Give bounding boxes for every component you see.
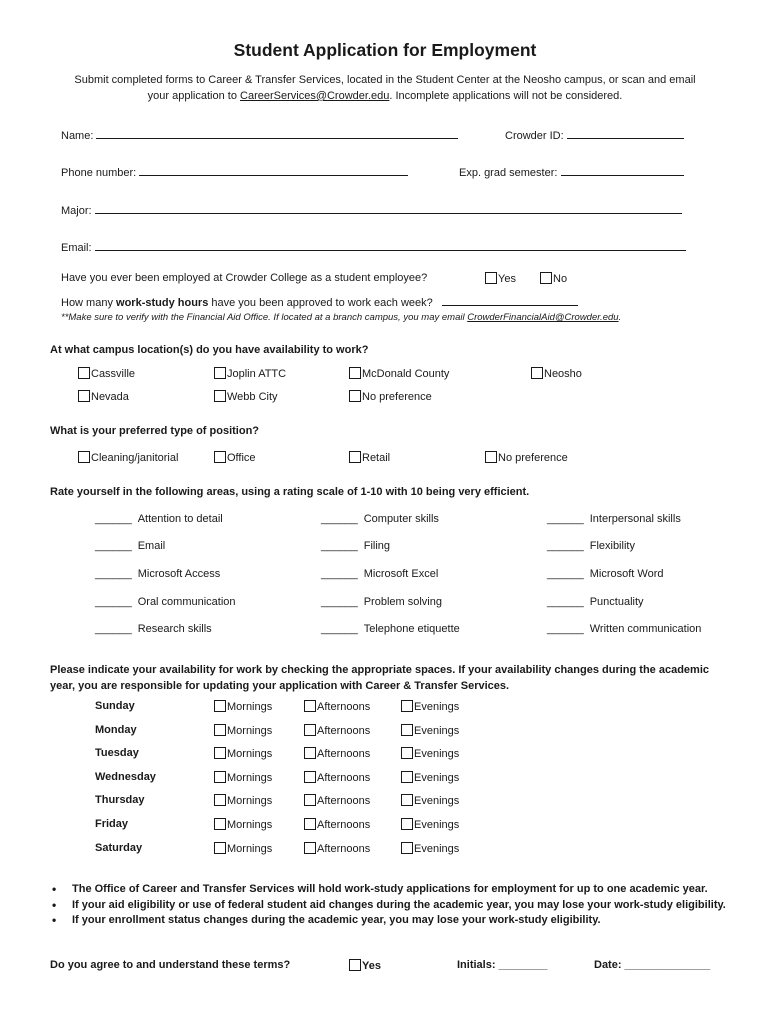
rating-blank[interactable]: ______ (321, 623, 358, 635)
rating-item-label: Oral communication (137, 596, 236, 608)
campus-option[interactable] (78, 390, 129, 403)
availability-slot-label: Evenings (414, 772, 460, 784)
intro-line2-post: . Incomplete applications will not be considered. (389, 90, 623, 102)
checkbox[interactable] (214, 842, 226, 854)
workstudy-pre: How many (61, 297, 117, 309)
rating-item-label: Microsoft Word (589, 568, 664, 580)
campus-option-label: Joplin ATTC (227, 368, 287, 380)
availability-option[interactable] (304, 747, 370, 760)
availability-slot-label: Mornings (227, 748, 273, 760)
rating-item-label: Filing (363, 540, 391, 552)
rating-item-label: Punctuality (589, 596, 644, 608)
financial-aid-note (61, 312, 621, 323)
rating-item-label: Microsoft Excel (363, 568, 439, 580)
checkbox[interactable] (214, 771, 226, 783)
rating-item[interactable] (321, 596, 442, 608)
campus-option[interactable] (349, 390, 432, 403)
checkbox[interactable] (304, 724, 316, 736)
rating-item-label: Telephone etiquette (363, 623, 460, 635)
availability-slot-label: Mornings (227, 725, 273, 737)
initials-field[interactable]: Initials: ________ (457, 959, 548, 971)
day-label: Wednesday (95, 771, 156, 783)
availability-instructions (50, 662, 709, 694)
checkbox[interactable] (214, 724, 226, 736)
workstudy-question (61, 296, 578, 309)
availability-slot-label: Evenings (414, 725, 460, 737)
position-option[interactable] (485, 451, 568, 464)
terms-item: • If your aid eligibility or use of federal student aid changes during the academic year, you may lose your work-study eligibility. (52, 898, 726, 914)
availability-option[interactable] (214, 818, 272, 831)
availability-slot-label: Afternoons (317, 772, 371, 784)
rating-blank[interactable]: ______ (547, 513, 584, 525)
position-option-label: Office (227, 452, 256, 464)
position-option-label: Cleaning/janitorial (91, 452, 179, 464)
campus-option-label: Neosho (544, 368, 582, 380)
day-label: Tuesday (95, 747, 139, 759)
email-field[interactable] (61, 241, 686, 254)
campus-question: At what campus location(s) do you have availability to work? (50, 344, 369, 356)
agree-question: Do you agree to and understand these terms? (50, 959, 291, 971)
checkbox[interactable] (214, 390, 226, 402)
rating-blank[interactable]: ______ (547, 540, 584, 552)
employed-no-checkbox[interactable] (540, 272, 552, 284)
rating-item[interactable] (95, 596, 236, 608)
rating-blank[interactable]: ______ (95, 513, 132, 525)
availability-option[interactable] (304, 771, 370, 784)
major-label: Major: (61, 205, 92, 217)
availability-option[interactable] (401, 771, 459, 784)
campus-option[interactable] (78, 367, 135, 380)
rating-item[interactable] (95, 540, 165, 552)
rating-item-label: Written communication (589, 623, 702, 635)
availability-slot-label: Afternoons (317, 843, 371, 855)
checkbox[interactable] (304, 794, 316, 806)
campus-option[interactable] (214, 390, 278, 403)
availability-slot-label: Mornings (227, 701, 273, 713)
position-question: What is your preferred type of position? (50, 425, 260, 437)
grad-semester-label: Exp. grad semester: (459, 167, 558, 179)
campus-option-label: Webb City (227, 391, 278, 403)
availability-option[interactable] (304, 842, 370, 855)
position-option[interactable] (349, 451, 390, 464)
rating-blank[interactable]: ______ (547, 596, 584, 608)
rating-item[interactable] (547, 568, 663, 580)
campus-option[interactable] (349, 367, 449, 380)
workstudy-hours-input-line[interactable] (442, 296, 578, 306)
rating-blank[interactable]: ______ (95, 623, 132, 635)
checkbox[interactable] (214, 451, 226, 463)
checkbox[interactable] (531, 367, 543, 379)
rating-item-label: Computer skills (363, 513, 439, 525)
rating-item-label: Attention to detail (137, 513, 223, 525)
position-option[interactable] (214, 451, 256, 464)
rating-blank[interactable]: ______ (95, 596, 132, 608)
date-field[interactable]: Date: ______________ (594, 959, 711, 971)
position-option[interactable] (78, 451, 178, 464)
note-pre: **Make sure to verify with the Financial Aid Office. If located at a branch campus, you may email (61, 312, 468, 323)
crowder-id-field[interactable] (505, 129, 684, 142)
checkbox[interactable] (401, 724, 413, 736)
checkbox[interactable] (304, 747, 316, 759)
rating-item[interactable] (95, 568, 220, 580)
checkbox[interactable] (401, 842, 413, 854)
availability-option[interactable] (214, 747, 272, 760)
checkbox[interactable] (78, 367, 90, 379)
rating-item[interactable] (321, 540, 390, 552)
availability-slot-label: Evenings (414, 701, 460, 713)
employed-yes-checkbox[interactable] (485, 272, 497, 284)
availability-option[interactable] (304, 700, 370, 713)
checkbox[interactable] (349, 451, 361, 463)
checkbox[interactable] (214, 818, 226, 830)
availability-slot-label: Afternoons (317, 795, 371, 807)
rating-item-label: Flexibility (589, 540, 635, 552)
checkbox[interactable] (78, 451, 90, 463)
checkbox[interactable] (401, 700, 413, 712)
workstudy-post: have you been approved to work each week? (208, 297, 433, 309)
availability-option[interactable] (214, 724, 272, 737)
availability-option[interactable] (214, 794, 272, 807)
availability-slot-label: Evenings (414, 795, 460, 807)
day-label: Saturday (95, 842, 143, 854)
availability-slot-label: Afternoons (317, 819, 371, 831)
availability-line1: Please indicate your availability for work by checking the appropriate spaces. If your availability changes during the academic (50, 664, 710, 676)
day-label: Friday (95, 818, 129, 830)
availability-slot-label: Afternoons (317, 725, 371, 737)
employed-yes-label: Yes (498, 273, 516, 285)
rating-blank[interactable]: ______ (321, 568, 358, 580)
availability-slot-label: Evenings (414, 819, 460, 831)
intro-line2-pre: your application to (147, 90, 241, 102)
rating-blank[interactable]: ______ (95, 540, 132, 552)
rating-item-label: Interpersonal skills (589, 513, 681, 525)
note-post: . (618, 312, 622, 323)
availability-option[interactable] (401, 794, 459, 807)
rating-item[interactable] (547, 596, 644, 608)
checkbox[interactable] (485, 451, 497, 463)
checkbox[interactable] (401, 794, 413, 806)
campus-option[interactable] (531, 367, 582, 380)
rating-question: Rate yourself in the following areas, using a rating scale of 1-10 with 10 being very efficient. (50, 486, 530, 498)
phone-label: Phone number: (61, 167, 137, 179)
rating-item[interactable] (321, 568, 438, 580)
availability-option[interactable] (401, 724, 459, 737)
availability-option[interactable] (214, 700, 272, 713)
financial-aid-email-link[interactable]: CrowderFinancialAid@Crowder.edu (467, 312, 619, 323)
name-input-line[interactable] (96, 129, 458, 139)
campus-option-label: Cassville (91, 368, 136, 380)
position-option-label: No preference (498, 452, 568, 464)
campus-option-label: Nevada (91, 391, 129, 403)
availability-option[interactable] (401, 818, 459, 831)
rating-blank[interactable]: ______ (547, 623, 584, 635)
availability-slot-label: Mornings (227, 795, 273, 807)
checkbox[interactable] (304, 771, 316, 783)
intro-text (40, 72, 730, 104)
rating-item[interactable] (95, 513, 223, 525)
availability-slot-label: Evenings (414, 748, 460, 760)
checkbox[interactable] (304, 842, 316, 854)
checkbox[interactable] (78, 390, 90, 402)
rating-blank[interactable]: ______ (321, 596, 358, 608)
rating-blank[interactable]: ______ (547, 568, 584, 580)
workstudy-bold: work-study hours (116, 297, 209, 309)
grad-semester-input-line[interactable] (561, 166, 684, 176)
availability-option[interactable] (401, 842, 459, 855)
major-input-line[interactable] (95, 204, 682, 214)
campus-option-label: No preference (362, 391, 432, 403)
grad-semester-field[interactable] (459, 166, 684, 179)
day-label: Thursday (95, 794, 145, 806)
checkbox[interactable] (349, 390, 361, 402)
phone-field[interactable] (61, 166, 408, 179)
terms-list (52, 882, 726, 929)
checkbox[interactable] (214, 747, 226, 759)
rating-item-label: Problem solving (363, 596, 442, 608)
terms-item: • If your enrollment status changes during the academic year, you may lose your work-study eligibility. (52, 913, 726, 929)
campus-option[interactable] (214, 367, 286, 380)
employed-no-option[interactable] (540, 272, 567, 285)
major-field[interactable] (61, 204, 682, 217)
rating-item-label: Email (137, 540, 166, 552)
availability-slot-label: Afternoons (317, 701, 371, 713)
phone-input-line[interactable] (139, 166, 408, 176)
checkbox[interactable] (214, 367, 226, 379)
page-title: Student Application for Employment (233, 40, 537, 60)
email-label: Email: (61, 242, 92, 254)
intro-line1: Submit completed forms to Career & Transfer Services, located in the Student Center at the Neosho campus, or scan and email (74, 74, 696, 86)
availability-line2: year, you are responsible for updating your application with Career & Transfer Services. (50, 680, 510, 692)
name-field[interactable] (61, 129, 458, 142)
checkbox[interactable] (401, 771, 413, 783)
availability-slot-label: Mornings (227, 772, 273, 784)
rating-item[interactable] (547, 540, 635, 552)
checkbox[interactable] (214, 700, 226, 712)
availability-option[interactable] (304, 794, 370, 807)
agree-yes-label: Yes (362, 960, 381, 972)
rating-item[interactable] (95, 623, 212, 635)
checkbox[interactable] (304, 818, 316, 830)
rating-blank[interactable]: ______ (95, 568, 132, 580)
availability-option[interactable] (401, 700, 459, 713)
email-input-line[interactable] (95, 241, 686, 251)
employed-yes-option[interactable] (485, 272, 516, 285)
checkbox[interactable] (401, 747, 413, 759)
rating-item-label: Microsoft Access (137, 568, 221, 580)
availability-option[interactable] (214, 771, 272, 784)
availability-slot-label: Afternoons (317, 748, 371, 760)
terms-item: • The Office of Career and Transfer Services will hold work-study applications for employment for up to one academic year. (52, 882, 726, 898)
rating-blank[interactable]: ______ (321, 540, 358, 552)
rating-blank[interactable]: ______ (321, 513, 358, 525)
name-label: Name: (61, 130, 94, 142)
checkbox[interactable] (214, 794, 226, 806)
rating-item[interactable] (321, 623, 460, 635)
rating-item[interactable] (547, 623, 701, 635)
crowder-id-input-line[interactable] (567, 129, 684, 139)
campus-option-label: McDonald County (362, 368, 450, 380)
checkbox[interactable] (304, 700, 316, 712)
day-label: Sunday (95, 700, 135, 712)
rating-item[interactable] (321, 513, 439, 525)
crowder-id-label: Crowder ID: (505, 130, 564, 142)
availability-slot-label: Mornings (227, 843, 273, 855)
agree-yes-option[interactable] (349, 959, 381, 972)
availability-option[interactable] (304, 818, 370, 831)
availability-option[interactable] (401, 747, 459, 760)
availability-option[interactable] (214, 842, 272, 855)
day-label: Monday (95, 724, 137, 736)
availability-slot-label: Mornings (227, 819, 273, 831)
rating-item-label: Research skills (137, 623, 212, 635)
employed-question: Have you ever been employed at Crowder College as a student employee? (61, 272, 428, 284)
checkbox[interactable] (401, 818, 413, 830)
checkbox[interactable] (349, 367, 361, 379)
agree-yes-checkbox[interactable] (349, 959, 361, 971)
availability-option[interactable] (304, 724, 370, 737)
rating-item[interactable] (547, 513, 681, 525)
employed-no-label: No (553, 273, 568, 285)
position-option-label: Retail (362, 452, 391, 464)
availability-slot-label: Evenings (414, 843, 460, 855)
career-services-email-link[interactable]: CareerServices@Crowder.edu (240, 90, 390, 102)
